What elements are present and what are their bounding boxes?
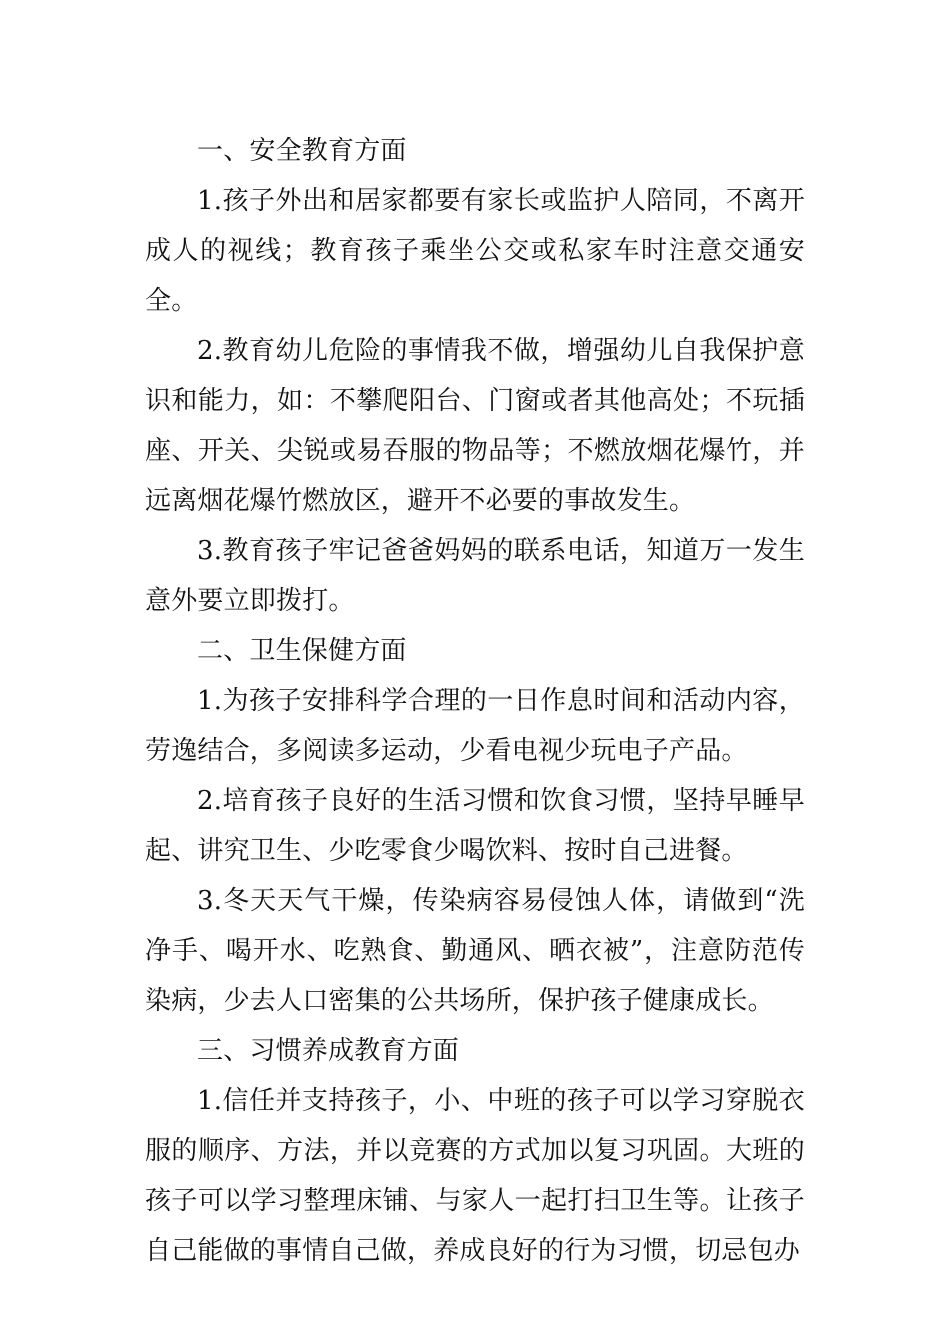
document-body xyxy=(145,126,805,1276)
health-item-1: 1.为孩子安排科学合理的一日作息时间和活动内容，劳逸结合，多阅读多运动，少看电视少玩电子产品。 xyxy=(145,686,805,766)
safety-item-3: 3.教育孩子牢记爸爸妈妈的联系电话，知道万一发生意外要立即拨打。 xyxy=(145,536,805,616)
health-item-3: 3.冬天天气干燥，传染病容易侵蚀人体，请做到“洗净手、喝开水、吃熟食、勤通风、晒衣被”，注意防范传染病，少去人口密集的公共场所，保护孩子健康成长。 xyxy=(145,886,805,1016)
habits-item-1: 1.信任并支持孩子，小、中班的孩子可以学习穿脱衣服的顺序、方法，并以竞赛的方式加以复习巩固。大班的孩子可以学习整理床铺、与家人一起打扫卫生等。让孩子自己能做的事情自己做，养成良好的行为习惯，切忌包办 xyxy=(145,1086,805,1266)
health-item-2: 2.培育孩子良好的生活习惯和饮食习惯，坚持早睡早起、讲究卫生、少吃零食少喝饮料、按时自己进餐。 xyxy=(145,786,805,866)
section-heading-habits: 三、习惯养成教育方面 xyxy=(197,1036,460,1066)
safety-item-2: 2.教育幼儿危险的事情我不做，增强幼儿自我保护意识和能力，如：不攀爬阳台、门窗或者其他高处；不玩插座、开关、尖锐或易吞服的物品等；不燃放烟花爆竹，并远离烟花爆竹燃放区，避开不必要的事故发生。 xyxy=(145,336,805,516)
safety-item-1: 1.孩子外出和居家都要有家长或监护人陪同，不离开成人的视线；教育孩子乘坐公交或私家车时注意交通安全。 xyxy=(145,186,805,316)
section-heading-health: 二、卫生保健方面 xyxy=(197,636,407,666)
section-heading-safety: 一、安全教育方面 xyxy=(197,136,407,166)
